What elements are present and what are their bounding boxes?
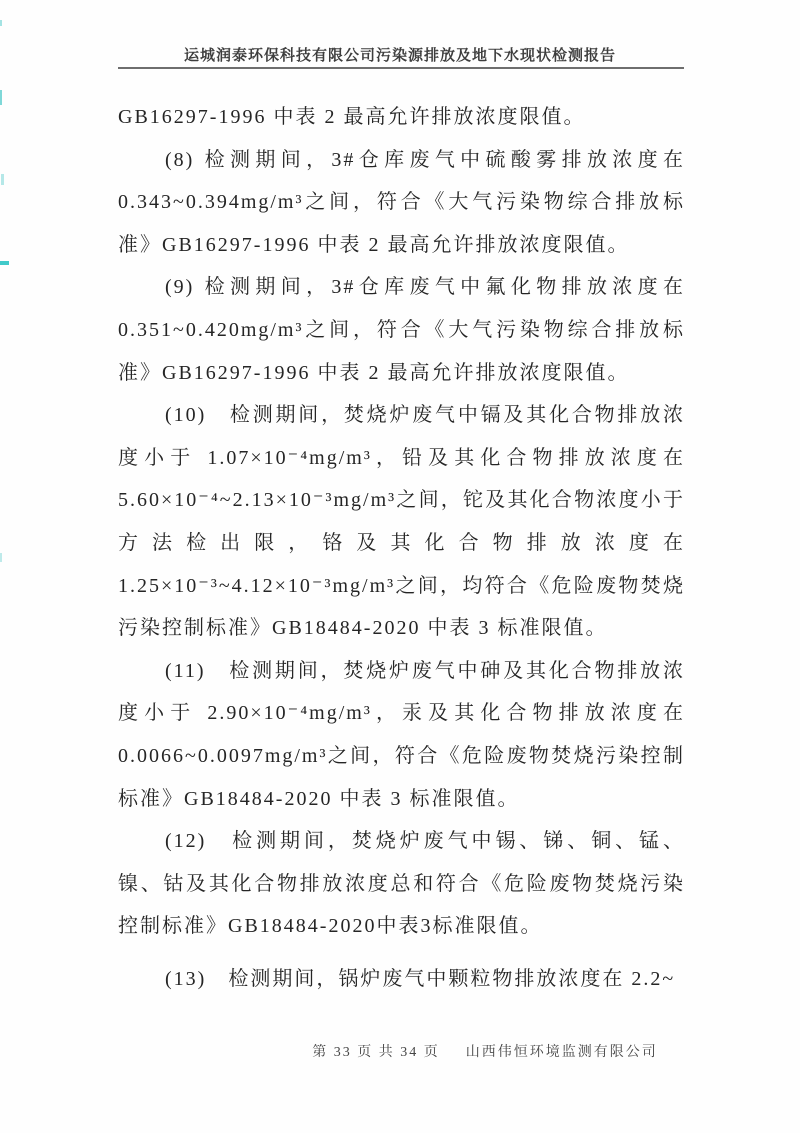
footer-page-indicator: 第 33 页 共 34 页: [312, 1045, 440, 1060]
body-paragraph: (13) 检测期间，锅炉废气中颗粒物排放浓度在 2.2~: [165, 967, 676, 990]
page-header: [0, 0, 800, 65]
document-body: [118, 96, 685, 1000]
scan-mark: [0, 90, 2, 105]
body-paragraph: (11) 检测期间，焚烧炉废气中砷及其化合物排放浓度小于 2.90×10⁻⁴mg/m³，汞及其化合物排放浓度在 0.0066~0.0097mg/m³之间，符合《危险废物焚烧污染控制标准》GB18484-2020 中表 3 标准限值。: [118, 659, 685, 810]
scan-mark: [0, 553, 2, 562]
header-divider: [118, 67, 684, 69]
report-header-title: 运城润泰环保科技有限公司污染源排放及地下水现状检测报告: [183, 48, 616, 64]
footer-company-name: 山西伟恒环境监测有限公司: [465, 1045, 658, 1060]
page-footer: [85, 1041, 800, 1061]
scan-mark: [1, 174, 4, 185]
body-paragraph: (12) 检测期间，焚烧炉废气中锡、锑、铜、锰、镍、钴及其化合物排放浓度总和符合《危险废物焚烧污染控制标准》GB18484-2020中表3标准限值。: [118, 830, 685, 938]
scan-mark: [0, 261, 9, 265]
body-paragraph: GB16297-1996 中表 2 最高允许排放浓度限值。: [118, 106, 586, 128]
body-paragraph: (10) 检测期间，焚烧炉废气中镉及其化合物排放浓度小于 1.07×10⁻⁴mg/m³，铅及其化合物排放浓度在 5.60×10⁻⁴~2.13×10⁻³mg/m³之间，铊及其化合物浓度小于方法检出限，铬及其化合物排放浓度在 1.25×10⁻³~4.12×10⁻³mg/m³之间，均符合《危险废物焚烧污染控制标准》GB18484-2020 中表 3 标准限值。: [118, 404, 685, 640]
body-paragraph: (9) 检测期间，3#仓库废气中氟化物排放浓度在 0.351~0.420mg/m³之间，符合《大气污染物综合排放标准》GB16297-1996 中表 2 最高允许排放浓度限值。: [118, 276, 685, 384]
scan-mark: [0, 20, 2, 26]
body-paragraph: (8) 检测期间，3#仓库废气中硫酸雾排放浓度在 0.343~0.394mg/m³之间，符合《大气污染物综合排放标准》GB16297-1996 中表 2 最高允许排放浓度限值。: [118, 148, 685, 256]
